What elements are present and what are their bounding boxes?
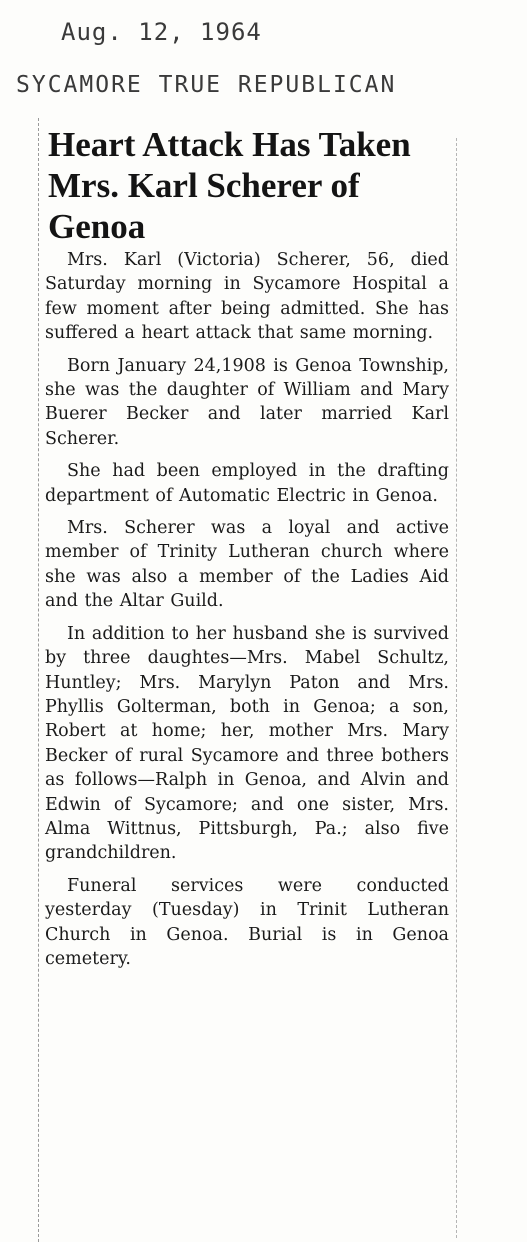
newspaper-clipping <box>38 118 458 1242</box>
paragraph-funeral: Funeral services were conducted yesterday (Tuesday) in Trinit Lutheran Church in Genoa. Burial is in Genoa cemetery. <box>45 875 449 969</box>
paragraph-survivors: In addition to her husband she is survived by three daughtes—Mrs. Mabel Schultz, Huntley; Mrs. Marylyn Paton and Mrs. Phyllis Golterman, both in Genoa; a son, Robert at home; her, mother Mrs. Mary Becker of rural Sycamore and three bothers as follows—Ralph in Genoa, and Alvin and Edwin of Sycamore; and one sister, Mrs. Alma Wittnus, Pittsburgh, Pa.; also five grandchildren. <box>45 623 449 864</box>
paragraph-employment: She had been employed in the drafting department of Automatic Electric in Genoa. <box>45 461 449 506</box>
clipping-date: Aug. 12, 1964 <box>61 18 262 46</box>
article-body <box>45 248 449 971</box>
paragraph-church: Mrs. Scherer was a loyal and active member of Trinity Lutheran church where she was also a member of the Ladies Aid and the Altar Guild. <box>45 518 449 612</box>
paragraph-death-notice: Mrs. Karl (Victoria) Scherer, 56, died Saturday morning in Sycamore Hospital a few moment after being admitted. She has suffered a heart attack that same morning. <box>45 250 449 344</box>
clipping-right-edge <box>456 138 458 1238</box>
clipping-left-edge <box>38 118 40 1242</box>
paragraph-birth: Born January 24,1908 is Genoa Township, she was the daughter of William and Mary Buerer Becker and later married Karl Scherer. <box>45 355 449 449</box>
newspaper-name: SYCAMORE TRUE REPUBLICAN <box>16 72 397 98</box>
headline: Heart Attack Has Taken Mrs. Karl Scherer of Genoa <box>48 125 411 246</box>
